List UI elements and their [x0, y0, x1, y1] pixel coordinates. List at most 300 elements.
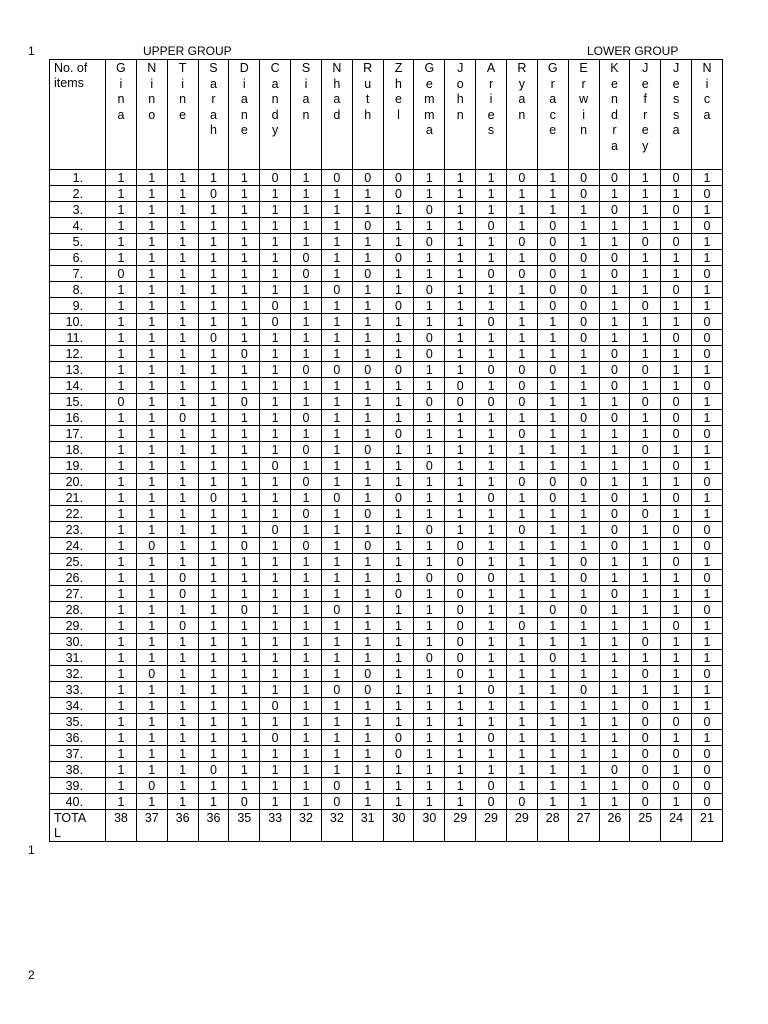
score-cell: 1 — [537, 634, 568, 650]
score-cell: 1 — [136, 522, 167, 538]
page-number-middle: 1 — [28, 843, 35, 857]
score-cell: 0 — [352, 170, 383, 186]
score-cell: 0 — [167, 618, 198, 634]
score-cell: 0 — [599, 202, 630, 218]
score-cell: 1 — [260, 266, 291, 282]
score-cell: 1 — [506, 554, 537, 570]
score-cell: 1 — [506, 586, 537, 602]
student-header-gina — [106, 60, 137, 170]
score-cell: 0 — [445, 554, 476, 570]
table-row — [50, 362, 723, 378]
score-cell: 0 — [414, 202, 445, 218]
score-cell: 1 — [661, 586, 692, 602]
score-cell: 0 — [352, 538, 383, 554]
score-cell: 1 — [630, 602, 661, 618]
score-cell: 1 — [383, 554, 414, 570]
item-number: 28. — [50, 602, 106, 618]
score-cell: 1 — [106, 234, 137, 250]
table-row — [50, 714, 723, 730]
total-cell: 29 — [506, 810, 537, 842]
score-cell: 1 — [229, 682, 260, 698]
score-cell: 1 — [106, 346, 137, 362]
score-cell: 0 — [445, 618, 476, 634]
score-cell: 1 — [167, 346, 198, 362]
student-name: J e s s a — [672, 61, 680, 137]
score-cell: 1 — [198, 618, 229, 634]
student-header-sarah — [198, 60, 229, 170]
score-cell: 1 — [198, 362, 229, 378]
score-cell: 1 — [291, 186, 322, 202]
score-cell: 0 — [599, 362, 630, 378]
table-row — [50, 730, 723, 746]
score-cell: 1 — [198, 378, 229, 394]
score-cell: 0 — [661, 490, 692, 506]
score-cell: 1 — [414, 730, 445, 746]
score-cell: 1 — [692, 282, 723, 298]
score-cell: 0 — [414, 234, 445, 250]
score-cell: 0 — [229, 538, 260, 554]
score-cell: 0 — [568, 282, 599, 298]
score-cell: 1 — [198, 714, 229, 730]
score-cell: 1 — [260, 586, 291, 602]
item-number: 38. — [50, 762, 106, 778]
score-cell: 1 — [568, 394, 599, 410]
score-cell: 1 — [136, 458, 167, 474]
score-cell: 1 — [568, 346, 599, 362]
score-cell: 1 — [506, 186, 537, 202]
score-cell: 1 — [260, 378, 291, 394]
student-name: G i n a — [116, 61, 126, 122]
score-cell: 1 — [198, 666, 229, 682]
score-cell: 1 — [136, 586, 167, 602]
score-cell: 1 — [291, 794, 322, 810]
score-cell: 1 — [291, 426, 322, 442]
score-cell: 1 — [599, 218, 630, 234]
table-row — [50, 218, 723, 234]
score-cell: 1 — [106, 538, 137, 554]
score-cell: 1 — [106, 458, 137, 474]
score-cell: 1 — [291, 746, 322, 762]
score-cell: 1 — [198, 218, 229, 234]
score-cell: 0 — [537, 490, 568, 506]
item-number: 39. — [50, 778, 106, 794]
score-cell: 1 — [630, 586, 661, 602]
score-cell: 1 — [321, 394, 352, 410]
item-number: 27. — [50, 586, 106, 602]
score-cell: 0 — [568, 170, 599, 186]
score-cell: 1 — [414, 506, 445, 522]
score-cell: 0 — [167, 570, 198, 586]
score-cell: 0 — [321, 490, 352, 506]
score-cell: 1 — [692, 650, 723, 666]
score-cell: 1 — [291, 170, 322, 186]
score-cell: 0 — [291, 362, 322, 378]
table-row — [50, 378, 723, 394]
score-cell: 0 — [506, 394, 537, 410]
score-cell: 1 — [414, 490, 445, 506]
score-cell: 1 — [537, 506, 568, 522]
score-cell: 1 — [414, 218, 445, 234]
item-number: 29. — [50, 618, 106, 634]
score-cell: 1 — [106, 650, 137, 666]
score-cell: 1 — [599, 282, 630, 298]
score-cell: 1 — [106, 586, 137, 602]
score-cell: 1 — [321, 554, 352, 570]
score-cell: 1 — [260, 538, 291, 554]
score-cell: 0 — [383, 490, 414, 506]
score-cell: 1 — [383, 538, 414, 554]
score-cell: 0 — [476, 266, 507, 282]
score-cell: 1 — [198, 586, 229, 602]
score-cell: 0 — [476, 570, 507, 586]
score-cell: 1 — [198, 682, 229, 698]
score-cell: 0 — [445, 538, 476, 554]
score-cell: 0 — [599, 586, 630, 602]
score-cell: 1 — [476, 170, 507, 186]
score-cell: 1 — [136, 170, 167, 186]
score-cell: 1 — [506, 698, 537, 714]
score-cell: 1 — [352, 714, 383, 730]
score-cell: 1 — [568, 442, 599, 458]
table-row — [50, 762, 723, 778]
student-header-candy — [260, 60, 291, 170]
score-cell: 0 — [198, 762, 229, 778]
item-number: 18. — [50, 442, 106, 458]
score-cell: 0 — [476, 730, 507, 746]
score-cell: 1 — [506, 538, 537, 554]
score-cell: 1 — [260, 282, 291, 298]
score-cell: 1 — [445, 266, 476, 282]
score-cell: 0 — [291, 538, 322, 554]
score-cell: 1 — [106, 378, 137, 394]
item-number: 11. — [50, 330, 106, 346]
score-cell: 1 — [229, 442, 260, 458]
student-name: E r w i n — [579, 61, 589, 137]
score-cell: 1 — [568, 490, 599, 506]
score-cell: 1 — [506, 682, 537, 698]
score-cell: 0 — [260, 170, 291, 186]
score-cell: 1 — [537, 170, 568, 186]
score-cell: 1 — [260, 346, 291, 362]
score-cell: 0 — [599, 266, 630, 282]
score-cell: 1 — [260, 394, 291, 410]
score-cell: 0 — [321, 362, 352, 378]
score-cell: 1 — [414, 314, 445, 330]
score-cell: 1 — [198, 554, 229, 570]
score-cell: 1 — [383, 346, 414, 362]
score-cell: 1 — [229, 730, 260, 746]
score-cell: 1 — [352, 698, 383, 714]
student-name: D i a n e — [239, 61, 249, 137]
item-number: 4. — [50, 218, 106, 234]
score-cell: 1 — [383, 618, 414, 634]
item-number: 33. — [50, 682, 106, 698]
score-cell: 1 — [383, 410, 414, 426]
score-cell: 1 — [568, 202, 599, 218]
score-cell: 0 — [661, 170, 692, 186]
score-cell: 0 — [568, 330, 599, 346]
score-cell: 1 — [630, 186, 661, 202]
score-cell: 1 — [568, 234, 599, 250]
item-number: 21. — [50, 490, 106, 506]
score-cell: 1 — [291, 778, 322, 794]
score-cell: 1 — [414, 426, 445, 442]
score-cell: 1 — [630, 522, 661, 538]
score-cell: 1 — [260, 666, 291, 682]
score-cell: 0 — [414, 522, 445, 538]
score-cell: 1 — [506, 666, 537, 682]
total-cell: 35 — [229, 810, 260, 842]
score-cell: 1 — [630, 282, 661, 298]
table-row — [50, 410, 723, 426]
item-number: 7. — [50, 266, 106, 282]
score-cell: 1 — [198, 730, 229, 746]
score-cell: 0 — [537, 602, 568, 618]
score-cell: 0 — [291, 266, 322, 282]
score-cell: 0 — [599, 250, 630, 266]
table-row — [50, 570, 723, 586]
score-cell: 0 — [445, 634, 476, 650]
score-cell: 1 — [106, 170, 137, 186]
score-cell: 1 — [445, 442, 476, 458]
total-cell: 26 — [599, 810, 630, 842]
score-cell: 1 — [229, 762, 260, 778]
score-cell: 1 — [476, 650, 507, 666]
score-cell: 1 — [476, 346, 507, 362]
score-cell: 1 — [506, 746, 537, 762]
score-cell: 1 — [599, 442, 630, 458]
score-cell: 1 — [599, 778, 630, 794]
score-cell: 0 — [537, 650, 568, 666]
score-cell: 0 — [321, 682, 352, 698]
score-cell: 0 — [198, 490, 229, 506]
score-cell: 1 — [383, 378, 414, 394]
score-cell: 1 — [661, 474, 692, 490]
score-cell: 1 — [229, 378, 260, 394]
score-cell: 1 — [136, 474, 167, 490]
score-cell: 1 — [291, 458, 322, 474]
score-cell: 1 — [476, 458, 507, 474]
score-cell: 1 — [352, 650, 383, 666]
score-cell: 1 — [229, 426, 260, 442]
score-cell: 1 — [568, 506, 599, 522]
table-row — [50, 666, 723, 682]
score-cell: 1 — [198, 170, 229, 186]
item-number: 15. — [50, 394, 106, 410]
score-cell: 0 — [537, 266, 568, 282]
table-row — [50, 346, 723, 362]
score-cell: 1 — [136, 506, 167, 522]
score-cell: 0 — [506, 522, 537, 538]
score-cell: 1 — [506, 298, 537, 314]
score-cell: 1 — [537, 442, 568, 458]
score-cell: 0 — [476, 682, 507, 698]
score-cell: 1 — [414, 714, 445, 730]
score-cell: 1 — [414, 378, 445, 394]
score-cell: 1 — [537, 698, 568, 714]
score-cell: 0 — [506, 794, 537, 810]
score-cell: 0 — [630, 298, 661, 314]
score-cell: 1 — [506, 778, 537, 794]
table-row — [50, 538, 723, 554]
score-cell: 1 — [383, 474, 414, 490]
score-cell: 1 — [476, 554, 507, 570]
score-cell: 1 — [291, 602, 322, 618]
score-cell: 1 — [229, 698, 260, 714]
score-cell: 0 — [630, 362, 661, 378]
score-cell: 0 — [692, 602, 723, 618]
score-cell: 1 — [445, 170, 476, 186]
score-cell: 1 — [136, 490, 167, 506]
score-cell: 1 — [568, 634, 599, 650]
score-cell: 1 — [414, 474, 445, 490]
student-name: G e m m a — [424, 61, 435, 137]
score-cell: 1 — [291, 714, 322, 730]
score-cell: 0 — [506, 170, 537, 186]
score-cell: 1 — [383, 778, 414, 794]
score-cell: 1 — [260, 554, 291, 570]
score-cell: 0 — [352, 682, 383, 698]
score-cell: 1 — [321, 218, 352, 234]
score-cell: 1 — [445, 298, 476, 314]
score-cell: 1 — [260, 762, 291, 778]
score-cell: 1 — [537, 762, 568, 778]
upper-group-label: UPPER GROUP — [143, 44, 232, 58]
score-cell: 1 — [537, 746, 568, 762]
score-cell: 0 — [352, 362, 383, 378]
score-cell: 1 — [568, 730, 599, 746]
score-cell: 1 — [106, 522, 137, 538]
score-cell: 0 — [291, 474, 322, 490]
item-number: 26. — [50, 570, 106, 586]
table-row — [50, 490, 723, 506]
score-cell: 1 — [383, 234, 414, 250]
score-cell: 1 — [352, 794, 383, 810]
lower-group-label: LOWER GROUP — [587, 44, 679, 58]
score-cell: 1 — [321, 506, 352, 522]
score-cell: 0 — [352, 506, 383, 522]
score-cell: 1 — [106, 282, 137, 298]
score-cell: 1 — [537, 714, 568, 730]
score-cell: 1 — [383, 282, 414, 298]
score-cell: 0 — [692, 218, 723, 234]
score-cell: 1 — [167, 218, 198, 234]
score-cell: 1 — [136, 426, 167, 442]
item-number: 8. — [50, 282, 106, 298]
table-row — [50, 682, 723, 698]
score-cell: 1 — [106, 218, 137, 234]
score-cell: 0 — [630, 634, 661, 650]
score-cell: 1 — [383, 442, 414, 458]
score-cell: 0 — [506, 378, 537, 394]
score-cell: 0 — [599, 506, 630, 522]
score-cell: 1 — [352, 330, 383, 346]
score-cell: 1 — [167, 282, 198, 298]
score-cell: 1 — [167, 682, 198, 698]
score-cell: 0 — [630, 394, 661, 410]
score-cell: 1 — [445, 202, 476, 218]
score-cell: 1 — [352, 634, 383, 650]
score-cell: 1 — [291, 554, 322, 570]
score-cell: 0 — [414, 282, 445, 298]
score-cell: 1 — [445, 730, 476, 746]
score-cell: 1 — [136, 378, 167, 394]
total-cell: 36 — [167, 810, 198, 842]
score-cell: 0 — [291, 442, 322, 458]
score-cell: 1 — [291, 490, 322, 506]
score-cell: 1 — [260, 570, 291, 586]
score-cell: 1 — [414, 746, 445, 762]
table-row — [50, 298, 723, 314]
table-row — [50, 250, 723, 266]
score-cell: 1 — [136, 714, 167, 730]
score-cell: 1 — [476, 378, 507, 394]
score-cell: 1 — [167, 426, 198, 442]
student-name: S a r a h — [209, 61, 218, 137]
score-cell: 0 — [198, 330, 229, 346]
item-number: 13. — [50, 362, 106, 378]
score-cell: 1 — [260, 186, 291, 202]
score-cell: 1 — [136, 762, 167, 778]
score-cell: 0 — [692, 570, 723, 586]
score-cell: 1 — [692, 394, 723, 410]
score-cell: 1 — [136, 634, 167, 650]
score-cell: 1 — [537, 394, 568, 410]
score-cell: 0 — [414, 458, 445, 474]
score-cell: 0 — [229, 394, 260, 410]
score-cell: 1 — [321, 458, 352, 474]
score-cell: 1 — [106, 314, 137, 330]
score-cell: 1 — [260, 778, 291, 794]
score-cell: 1 — [692, 698, 723, 714]
score-cell: 0 — [568, 682, 599, 698]
score-cell: 0 — [568, 410, 599, 426]
item-analysis-table — [49, 59, 723, 842]
score-cell: 1 — [229, 650, 260, 666]
student-header-zhel — [383, 60, 414, 170]
score-cell: 1 — [445, 794, 476, 810]
score-cell: 1 — [414, 410, 445, 426]
score-cell: 0 — [692, 666, 723, 682]
score-cell: 1 — [229, 586, 260, 602]
score-cell: 1 — [383, 218, 414, 234]
score-cell: 1 — [198, 570, 229, 586]
score-cell: 1 — [445, 282, 476, 298]
score-cell: 1 — [198, 266, 229, 282]
score-cell: 0 — [476, 394, 507, 410]
score-cell: 1 — [136, 394, 167, 410]
score-cell: 1 — [445, 362, 476, 378]
student-header-sian — [291, 60, 322, 170]
student-header-tine — [167, 60, 198, 170]
student-header-gemma — [414, 60, 445, 170]
score-cell: 1 — [321, 266, 352, 282]
table-body — [50, 170, 723, 810]
score-cell: 1 — [321, 378, 352, 394]
score-cell: 1 — [167, 314, 198, 330]
student-header-jessa — [661, 60, 692, 170]
score-cell: 0 — [260, 314, 291, 330]
score-cell: 1 — [537, 426, 568, 442]
score-cell: 1 — [167, 634, 198, 650]
score-cell: 0 — [383, 730, 414, 746]
score-cell: 1 — [630, 474, 661, 490]
score-cell: 1 — [167, 202, 198, 218]
total-cell: 25 — [630, 810, 661, 842]
score-cell: 1 — [476, 522, 507, 538]
table-row — [50, 170, 723, 186]
score-cell: 0 — [383, 298, 414, 314]
